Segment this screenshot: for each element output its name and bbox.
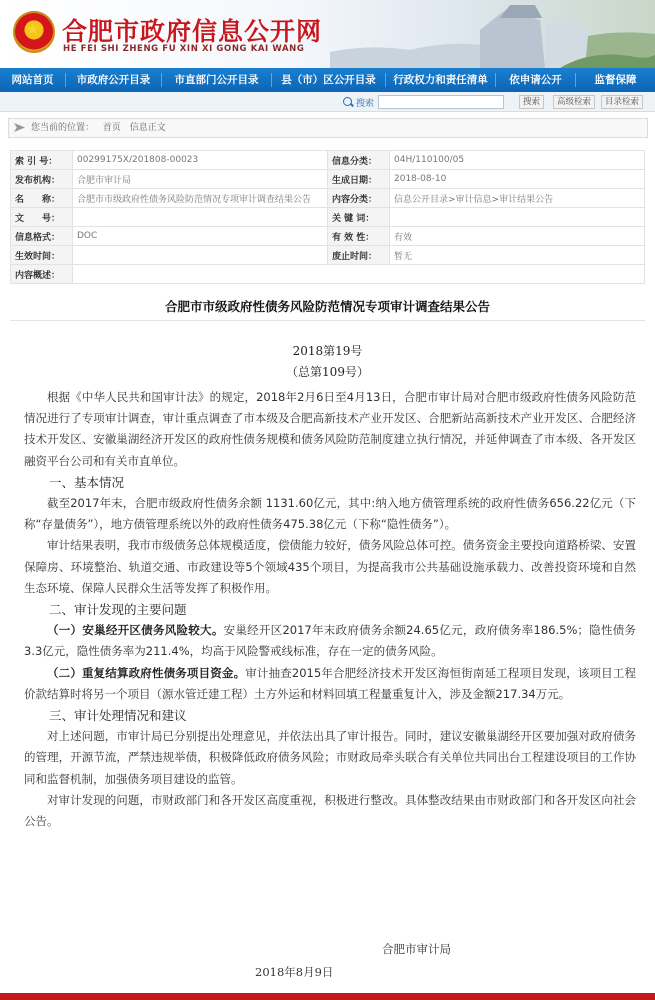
nav-supervision[interactable]: 监督保障 [594, 74, 637, 86]
breadcrumb-prefix: 您当前的位置： [31, 123, 95, 133]
section-heading: 二、审计发现的主要问题 [49, 602, 187, 618]
title-divider [10, 320, 645, 321]
meta-key: 生效时间： [11, 246, 73, 265]
meta-key: 索 引 号： [11, 151, 73, 170]
nav-city-gov-catalog[interactable]: 市政府公开目录 [66, 73, 162, 87]
footer-bar [0, 993, 655, 1000]
breadcrumb [8, 118, 648, 138]
paragraph: 对上述问题，市审计局已分别提出处理意见，并依法出具了审计报告。同时，建议安徽巢湖经开区要加强对政府债务的管理，开源节流，严禁违规举债，积极降低政府债务风险；市财政局牵头联合有关单位共同出台工程建设项目的工作协同和监督机制，加强债务项目建设的监管。 [24, 729, 636, 786]
issue-text: 安巢经开区2017年末政府债务余额24.65亿元，政府债务率186.5%；隐性债务3.3亿元，隐性债务率为211.4%，均高于风险警戒线标准，存在一定的债务风险。 [24, 623, 636, 659]
meta-value: 有效 [390, 227, 645, 246]
meta-row [11, 227, 645, 246]
nav-county-catalog[interactable]: 县（市）区公开目录 [272, 73, 386, 87]
meta-key: 名 称： [11, 189, 73, 208]
meta-key: 关 键 词： [328, 208, 390, 227]
meta-value: DOC [73, 227, 328, 246]
advanced-search-button[interactable]: 高级检索 [553, 95, 595, 109]
location-arrow-icon [14, 123, 25, 132]
meta-key: 生成日期： [328, 170, 390, 189]
paragraph: 对审计发现的问题，市财政部门和各开发区高度重视，积极进行整改。具体整改结果由市财政部门和各开发区向社会公告。 [24, 792, 636, 829]
meta-value [390, 208, 645, 227]
meta-value: 合肥市审计局 [73, 170, 328, 189]
search-icon [343, 97, 352, 106]
paragraph: 根据《中华人民共和国审计法》的规定，2018年2月6日至4月13日，合肥市审计局对合肥市级政府性债务风险防范情况进行了专项审计调查，审计重点调查了市本级及合肥高新技术产业开发区、合肥新站高新技术产业开发区、合肥经济技术开发区、安徽巢湖经济开发区的政府性债务规模和债务风险防范制度建立执行情况，并延伸调查了市本级、各开发区融资平台公司和有关市直单位。 [24, 390, 636, 468]
meta-key: 信息分类： [328, 151, 390, 170]
nav-power-list[interactable]: 行政权力和责任清单 [386, 73, 496, 87]
paragraph [24, 620, 636, 662]
search-bar [0, 92, 655, 112]
issue-heading: （一）安巢经开区债务风险较大。 [47, 623, 224, 638]
meta-row [11, 208, 645, 227]
meta-value: 2018-08-10 [390, 170, 645, 189]
section-heading: 一、基本情况 [49, 474, 125, 490]
breadcrumb-home[interactable]: 首页 [102, 123, 121, 133]
search-button[interactable]: 搜索 [519, 95, 544, 109]
meta-key: 废止时间： [328, 246, 390, 265]
meta-row [11, 151, 645, 170]
publish-date: 2018年8月9日 [255, 965, 334, 979]
paragraph: 审计结果表明，我市市级债务总体规模适度，偿债能力较好，债务风险总体可控。债务资金主要投向道路桥梁、安置保障房、环境整治、轨道交通、市政建设等5个领域435个项目，为提高我市公共基础设施承载力、改善投资环境和自然生态环境、保障人民群众生活等发挥了积极作用。 [24, 538, 636, 595]
site-header [0, 0, 655, 68]
meta-key: 内容分类： [328, 189, 390, 208]
nav-city-dept-catalog[interactable]: 市直部门公开目录 [162, 73, 272, 87]
meta-row [11, 246, 645, 265]
meta-row [11, 170, 645, 189]
search-input[interactable] [378, 95, 504, 109]
meta-row [11, 265, 645, 284]
meta-key: 文 号： [11, 208, 73, 227]
search-label: 搜索 [356, 99, 375, 109]
meta-key: 有 效 性： [328, 227, 390, 246]
meta-key: 发布机构： [11, 170, 73, 189]
meta-row [11, 189, 645, 208]
meta-value [73, 265, 645, 284]
national-emblem-icon [13, 11, 55, 53]
site-title[interactable]: 合肥市政府信息公开网 [62, 17, 323, 46]
catalog-search-button[interactable]: 目录检索 [601, 95, 643, 109]
signature: 合肥市审计局 [382, 942, 451, 956]
main-nav [0, 68, 655, 92]
article-body [24, 387, 636, 832]
meta-value [73, 246, 328, 265]
meta-table [10, 150, 645, 284]
breadcrumb-current: 信息正文 [129, 123, 166, 133]
document-number: 2018第19号 [292, 344, 363, 358]
nav-apply-disclosure[interactable]: 依申请公开 [496, 73, 576, 87]
meta-value: 暂无 [390, 246, 645, 265]
meta-value: 信息公开目录>审计信息>审计结果公告 [390, 189, 645, 208]
nav-home[interactable]: 网站首页 [0, 73, 66, 87]
paragraph [24, 663, 636, 705]
meta-value: 04H/110100/05 [390, 151, 645, 170]
section-heading: 三、审计处理情况和建议 [49, 708, 187, 724]
meta-key: 信息格式： [11, 227, 73, 246]
issue-text: 审计抽查2015年合肥经济技术开发区海恒街南延工程项目发现，该项目工程价款结算时将另一个项目（源水管迁建工程）土方外运和材料回填工程量重复计入，涉及金额217.34万元。 [24, 665, 637, 701]
meta-key: 内容概述： [11, 265, 73, 284]
meta-value: 00299175X/201808-00023 [73, 151, 328, 170]
meta-value [73, 208, 328, 227]
meta-value: 合肥市市级政府性债务风险防范情况专项审计调查结果公告 [73, 189, 328, 208]
issue-heading: （二）重复结算政府性债务项目资金。 [47, 665, 246, 680]
site-pinyin: HE FEI SHI ZHENG FU XIN XI GONG KAI WANG [63, 44, 305, 54]
article-title: 合肥市市级政府性债务风险防范情况专项审计调查结果公告 [164, 299, 490, 314]
document-total-number: （总第109号） [286, 365, 369, 379]
skyline-banner-image [330, 0, 655, 68]
paragraph: 截至2017年末，合肥市级政府性债务余额 1131.60亿元，其中:纳入地方债管理系统的政府性债务656.22亿元（下称“存量债务”），地方债管理系统以外的政府性债务475.38亿元（下称“隐性债务”）。 [24, 496, 636, 532]
